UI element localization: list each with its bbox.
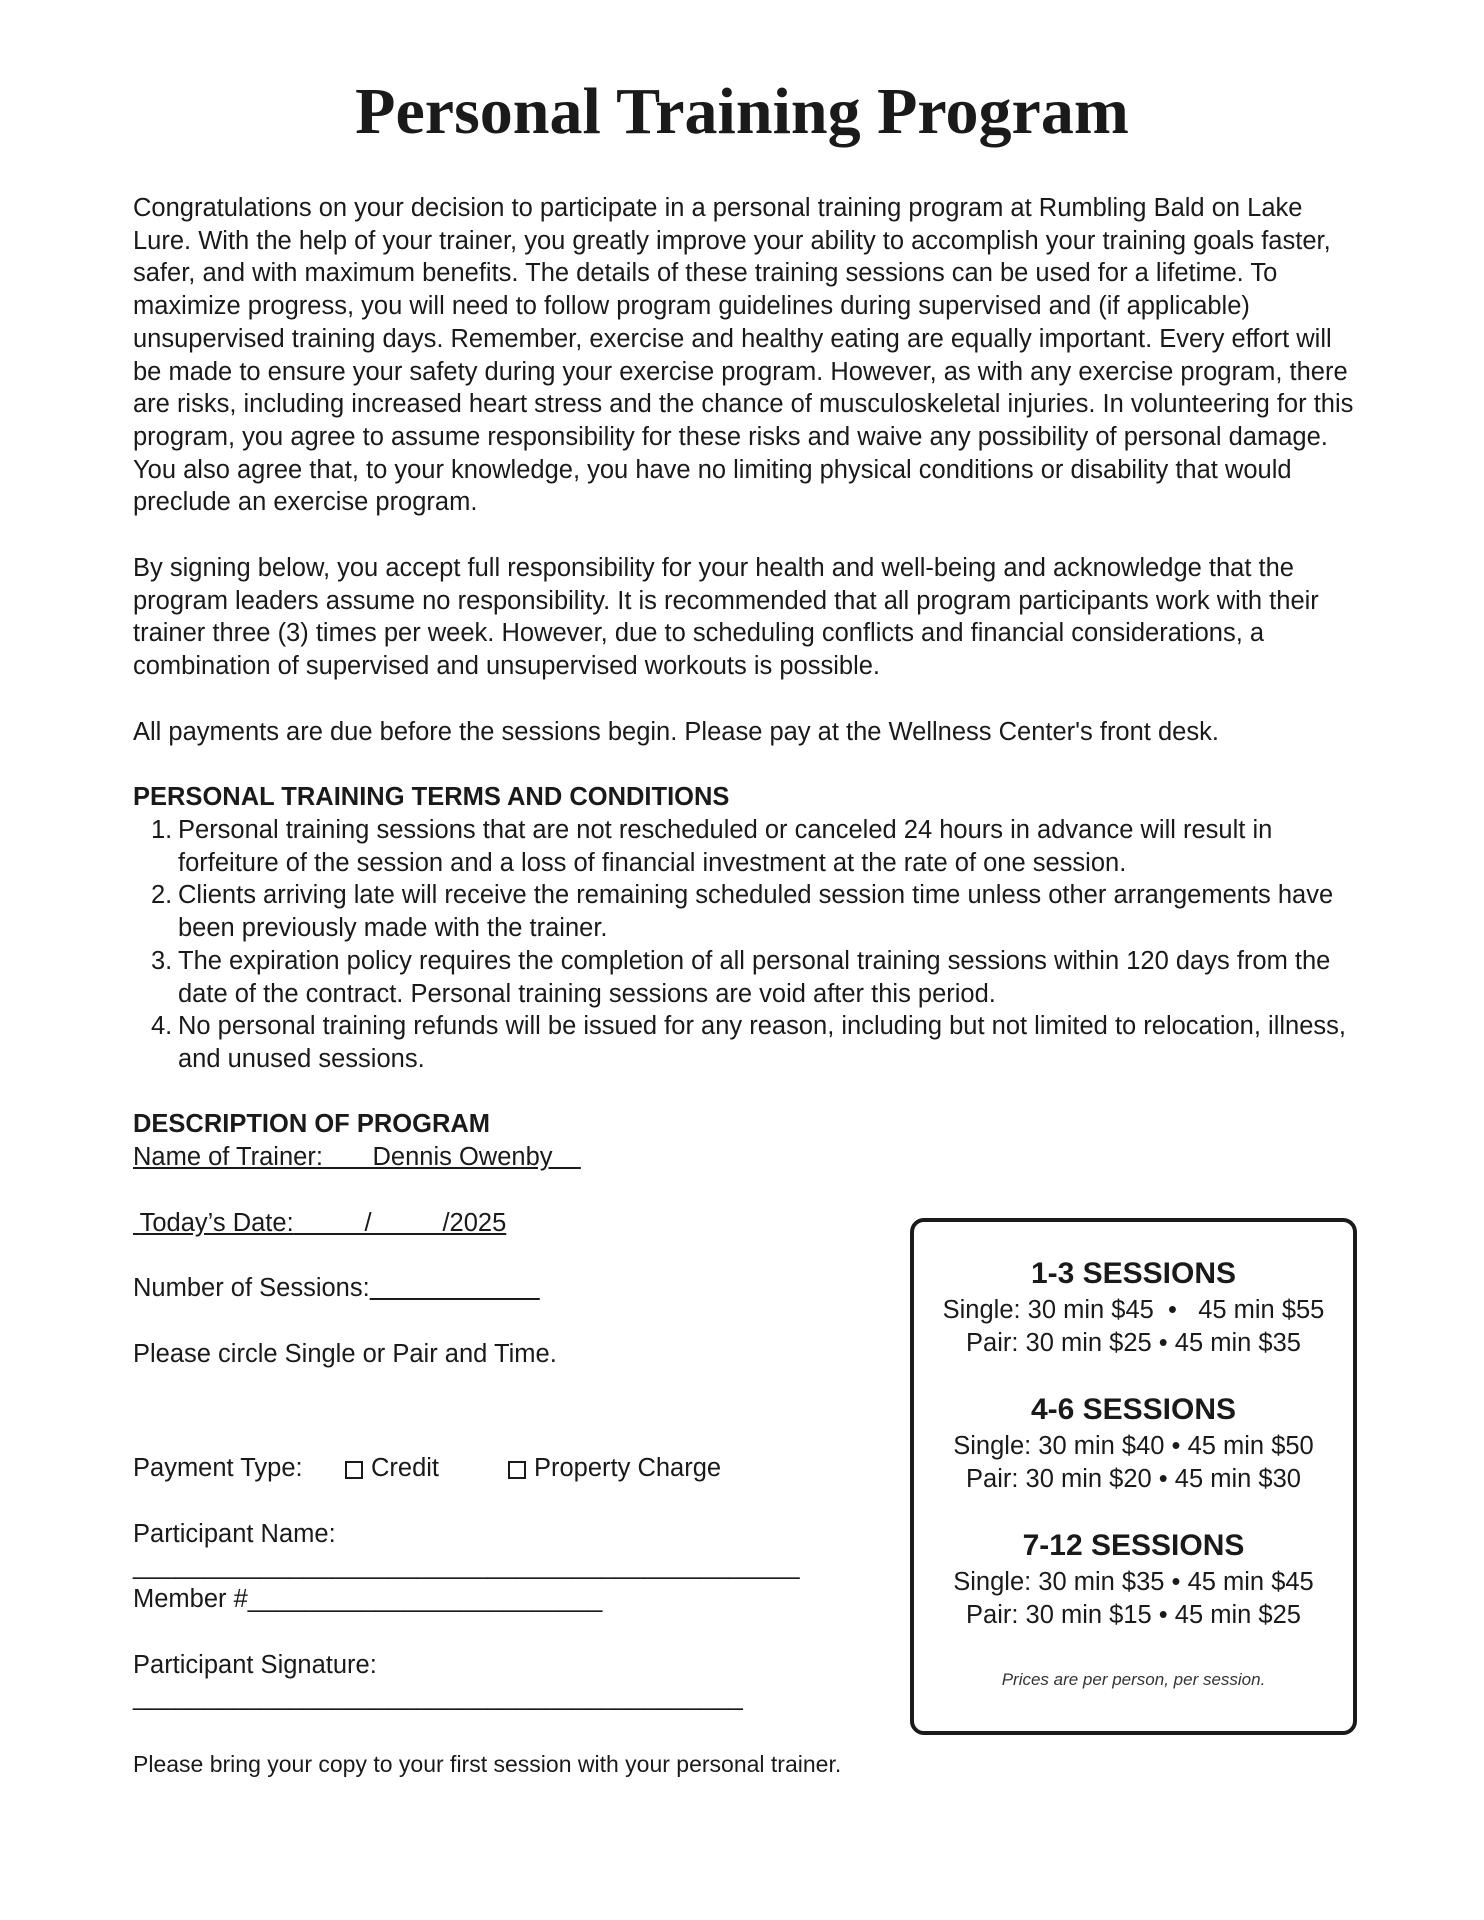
credit-label: Credit — [371, 1454, 440, 1482]
sessions-field[interactable] — [133, 1272, 540, 1305]
description-heading: DESCRIPTION OF PROGRAM — [133, 1110, 491, 1138]
payment-option-credit[interactable] — [345, 1452, 439, 1485]
date-field[interactable]: Today’s Date: / /2025 — [139, 1209, 507, 1237]
pricing-box — [910, 1218, 1357, 1735]
property-charge-label: Property Charge — [534, 1454, 722, 1482]
signature-label: Participant Signature: — [133, 1651, 377, 1679]
tier-pair-price: Pair: 30 min $25 • 45 min $35 — [966, 1328, 1301, 1357]
trainer-label: Name of Trainer: — [133, 1143, 323, 1171]
tier-title: 4-6 SESSIONS — [1030, 1393, 1237, 1426]
property-charge-checkbox[interactable] — [508, 1461, 526, 1479]
terms-item-number: 1. — [151, 816, 173, 844]
pricing-note: Prices are per person, per session. — [1001, 1670, 1266, 1689]
terms-item — [133, 1010, 1358, 1075]
terms-item-text: Personal training sessions that are not rescheduled or canceled 24 hours in advance will result in forfeiture of the session and a loss of financial investment at the rate of one session. — [178, 816, 1273, 877]
page-title: Personal Training Program — [355, 75, 1129, 148]
trainer-name: Dennis Owenby — [372, 1143, 553, 1171]
terms-item-text: Clients arriving late will receive the remaining scheduled session time unless other arrangements have been previously made with the trainer. — [178, 881, 1334, 943]
tier-single-price: Single: 30 min $40 • 45 min $50 — [953, 1432, 1314, 1460]
tier-title: 7-12 SESSIONS — [1022, 1529, 1245, 1562]
terms-item — [133, 945, 1358, 1010]
date-year: /2025 — [442, 1209, 507, 1237]
payment-type-label: Payment Type: — [133, 1454, 303, 1482]
tier-title: 1-3 SESSIONS — [1030, 1257, 1237, 1290]
member-line[interactable]: _________________________ — [247, 1585, 603, 1613]
sessions-blank[interactable] — [370, 1274, 540, 1302]
intro-paragraph-1: Congratulations on your decision to participate in a personal training program at Rumbling Bald on Lake Lure. With the help of your trainer, you greatly improve your ability to accomplish your training goals faster, safer, and with maximum benefits. The details of these training sessions can be used for a lifetime. To maximize progress, you will need to follow program guidelines during supervised and (if applicable) unsupervised training days. Remember, exercise and healthy eating are equally important. Every effort will be made to ensure your safety during your exercise program. However, as with any exercise program, there are risks, including increased heart stress and the chance of musculoskeletal injuries. In volunteering for this program, you agree to assume responsibility for these risks and waive any possibility of personal damage. You also agree that, to your knowledge, you have no limiting physical conditions or disability that would preclude an exercise program. — [133, 194, 1354, 517]
terms-item-text: No personal training refunds will be issued for any reason, including but not limited to relocation, illness, and unused sessions. — [178, 1012, 1346, 1073]
pricing-tier-7-12 — [914, 1526, 1353, 1631]
date-label: Today’s Date: — [139, 1209, 294, 1237]
terms-list — [133, 814, 1358, 1076]
terms-item — [133, 814, 1358, 879]
payment-type-row — [133, 1452, 833, 1485]
signature-line[interactable]: ___________________________________________ — [133, 1683, 743, 1711]
tier-pair-price: Pair: 30 min $20 • 45 min $30 — [966, 1464, 1301, 1493]
payment-note: All payments are due before the sessions begin. Please pay at the Wellness Center's front desk. — [133, 718, 1219, 746]
pricing-tier-4-6 — [914, 1390, 1353, 1495]
terms-item — [133, 879, 1358, 944]
terms-item-number: 2. — [151, 881, 173, 910]
payment-option-property-charge[interactable] — [508, 1452, 721, 1485]
member-label: Member # — [133, 1585, 248, 1613]
terms-heading: PERSONAL TRAINING TERMS AND CONDITIONS — [133, 783, 730, 811]
sessions-label: Number of Sessions: — [133, 1274, 370, 1302]
intro-paragraph-2: By signing below, you accept full responsibility for your health and well-being and acknowledge that the program leaders assume no responsibility. It is recommended that all program participants work with their trainer three (3) times per week. However, due to scheduling conflicts and financial considerations, a combination of supervised and unsupervised workouts is possible. — [133, 554, 1319, 681]
tier-single-price: Single: 30 min $35 • 45 min $45 — [953, 1568, 1314, 1596]
pricing-tier-1-3 — [914, 1254, 1353, 1359]
participant-name-label: Participant Name: — [133, 1520, 336, 1548]
terms-item-number: 4. — [151, 1012, 173, 1041]
bring-copy-note: Please bring your copy to your first session with your personal trainer. — [133, 1751, 842, 1777]
terms-item-number: 3. — [151, 946, 173, 975]
trainer-field[interactable] — [133, 1141, 581, 1174]
tier-pair-price: Pair: 30 min $15 • 45 min $25 — [966, 1600, 1301, 1629]
tier-single-price: Single: 30 min $45 • 45 min $55 — [942, 1296, 1325, 1324]
participant-name-line[interactable]: _______________________________________________ — [133, 1552, 800, 1580]
circle-instruction: Please circle Single or Pair and Time. — [133, 1340, 557, 1368]
credit-checkbox[interactable] — [345, 1461, 363, 1479]
member-number-field[interactable] — [133, 1583, 602, 1616]
terms-item-text: The expiration policy requires the completion of all personal training sessions within 120 days from the date of the contract. Personal training sessions are void after this period. — [178, 946, 1331, 1008]
